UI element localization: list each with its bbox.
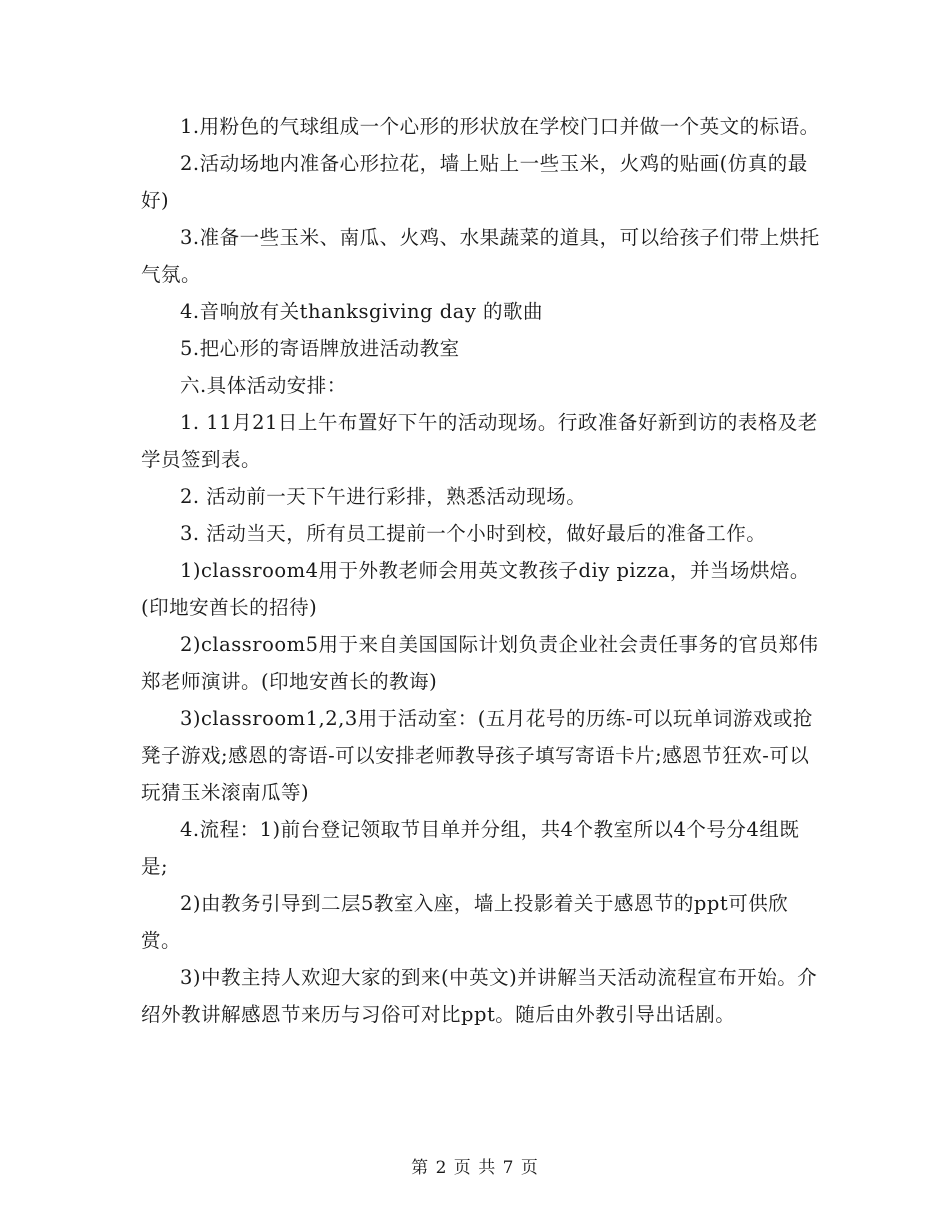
paragraph-process-host: 3)中教主持人欢迎大家的到来(中英文)并讲解当天活动流程宣布开始。介绍外教讲解感恩节来历与习俗可对比ppt。随后由外教引导出话剧。 <box>141 966 818 1026</box>
paragraph-classroom5: 2)classroom5用于来自美国国际计划负责企业社会责任事务的官员郑伟郑老师演讲。(印地安酋长的教诲) <box>141 633 819 693</box>
paragraph-venue-decoration: 2.活动场地内准备心形拉花，墙上贴上一些玉米，火鸡的贴画(仿真的最好) <box>141 152 808 212</box>
paragraph-rehearsal: 2. 活动前一天下午进行彩排，熟悉活动现场。 <box>180 485 587 508</box>
document-body <box>141 108 821 1033</box>
paragraph-process-registration: 4.流程：1)前台登记领取节目单并分组，共4个教室所以4个号分4组既是; <box>141 818 800 878</box>
paragraph-process-seating: 2)由教务引导到二层5教室入座，墙上投影着关于感恩节的ppt可供欣赏。 <box>141 892 789 952</box>
paragraph-setup: 1. 11月21日上午布置好下午的活动现场。行政准备好新到访的表格及老学员签到表。 <box>141 411 818 471</box>
paragraph-classrooms-123: 3)classroom1,2,3用于活动室：(五月花号的历练-可以玩单词游戏或抢凳子游戏;感恩的寄语-可以安排老师教导孩子填写寄语卡片;感恩节狂欢-可以玩猜玉米滚南瓜等) <box>141 707 813 804</box>
paragraph-music: 4.音响放有关thanksgiving day 的歌曲 <box>180 300 544 323</box>
paragraph-staff-arrival: 3. 活动当天，所有员工提前一个小时到校，做好最后的准备工作。 <box>180 522 767 545</box>
paragraph-props: 3.准备一些玉米、南瓜、火鸡、水果蔬菜的道具，可以给孩子们带上烘托气氛。 <box>141 226 820 286</box>
paragraph-balloon-heart: 1.用粉色的气球组成一个心形的形状放在学校门口并做一个英文的标语。 <box>180 115 820 138</box>
page-number-footer: 第 2 页 共 7 页 <box>411 1158 539 1178</box>
section-heading-schedule: 六.具体活动安排： <box>180 374 347 397</box>
paragraph-message-board: 5.把心形的寄语牌放进活动教室 <box>180 337 460 360</box>
paragraph-classroom4: 1)classroom4用于外教老师会用英文教孩子diy pizza，并当场烘焙。(印地安酋长的招待) <box>141 559 810 619</box>
